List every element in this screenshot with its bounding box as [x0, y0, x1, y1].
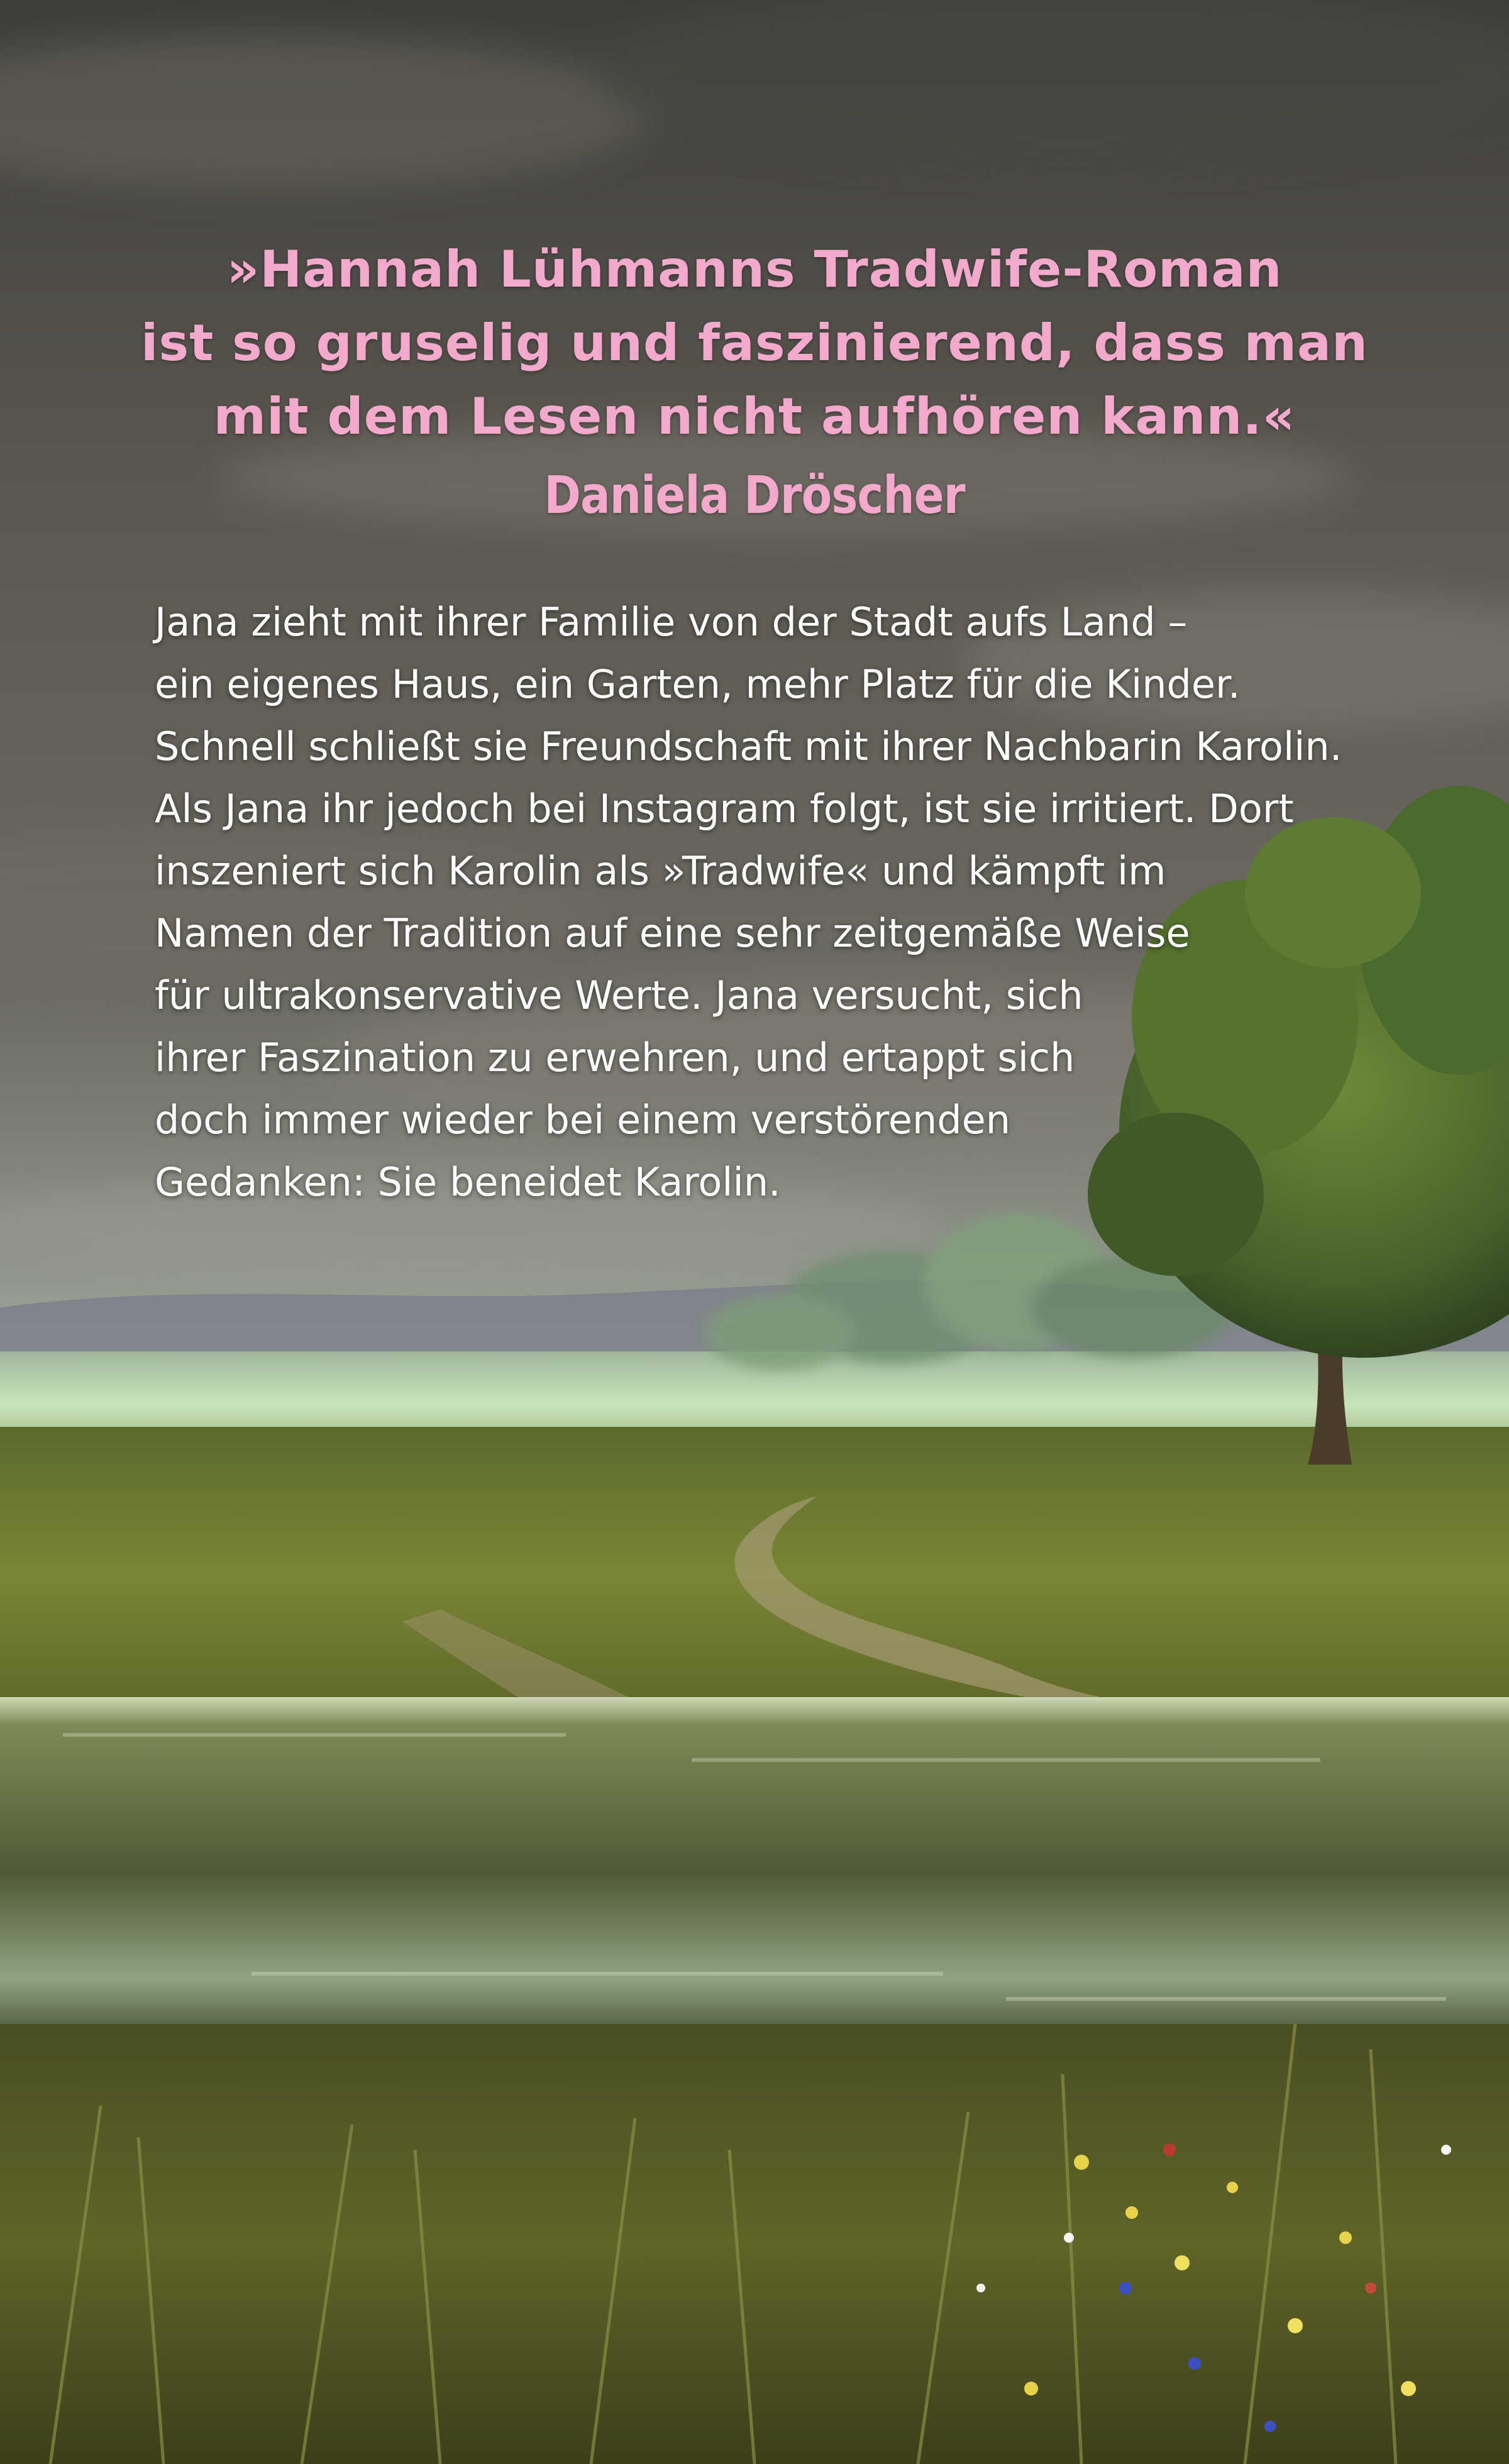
blurb-line: ein eigenes Haus, ein Garten, mehr Platz für die Kinder.: [155, 661, 1241, 707]
blurb-line: inszeniert sich Karolin als »Tradwife« und kämpft im: [155, 848, 1166, 894]
foreground-grass: [0, 2024, 1509, 2464]
blurb-line: doch immer wieder bei einem verstörenden: [155, 1097, 1011, 1143]
endorsement-quote: [0, 233, 1509, 534]
quote-author: Daniela Dröscher: [544, 466, 965, 525]
blurb-line: Gedanken: Sie beneidet Karolin.: [155, 1159, 781, 1205]
blurb-line: Jana zieht mit ihrer Familie von der Stadt aufs Land –: [155, 599, 1188, 645]
book-blurb: [155, 591, 1412, 1213]
blurb-line: für ultrakonservative Werte. Jana versucht, sich: [155, 972, 1083, 1018]
blurb-line: ihrer Faszination zu erwehren, und ertappt sich: [155, 1035, 1075, 1081]
blurb-line: Namen der Tradition auf eine sehr zeitgemäße Weise: [155, 910, 1190, 956]
quote-line: ist so gruselig und faszinierend, dass man: [141, 314, 1368, 372]
pond: [0, 1697, 1509, 2049]
quote-line: »Hannah Lühmanns Tradwife-Roman: [226, 240, 1283, 299]
blurb-line: Schnell schließt sie Freundschaft mit ihrer Nachbarin Karolin.: [155, 723, 1342, 769]
blurb-line: Als Jana ihr jedoch bei Instagram folgt, ist sie irritiert. Dort: [155, 786, 1294, 832]
quote-line: mit dem Lesen nicht aufhören kann.«: [213, 387, 1296, 446]
